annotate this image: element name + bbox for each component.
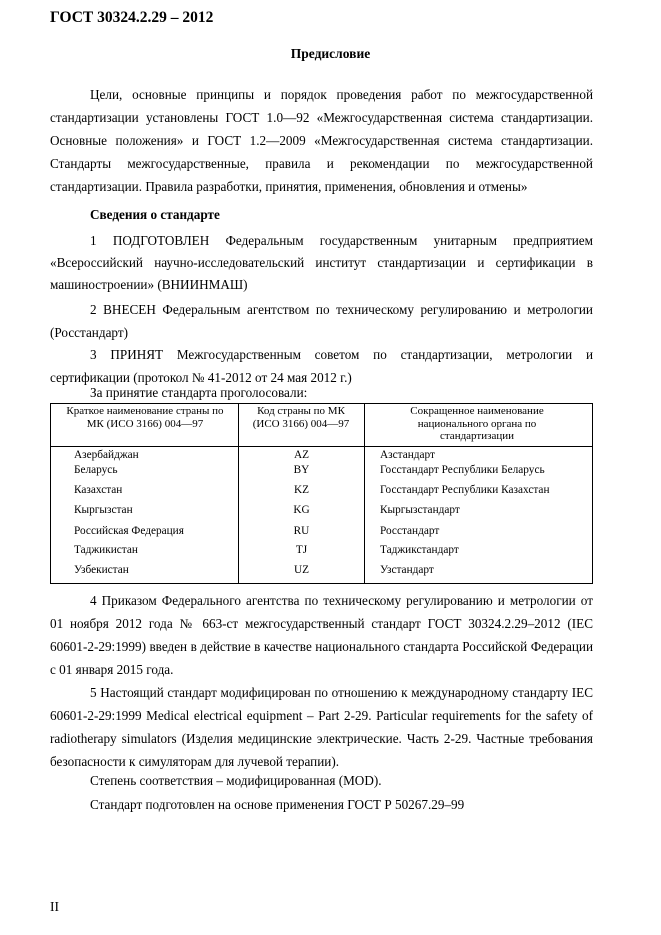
table-cell-body: Таджикстандарт [380,544,459,556]
item-5-paragraph: 5 Настоящий стандарт модифицирован по отношению к международному стандарту IEC 60601-2-29:1999 Medical electrical equipment – Part 2-29. Particular requirements for the safety of radiotherapy simulators (Изделия медицинские электрические. Часть 2-29. Частные требования безопасности к симуляторам для лучевой терапии). [50,685,593,769]
section-heading: Сведения о стандарте [90,207,220,222]
voting-countries-table [50,403,593,584]
table-cell-country: Таджикистан [74,544,138,556]
page-number: II [50,899,59,914]
vote-label: За принятие стандарта проголосовали: [90,385,308,400]
table-cell-country: Казахстан [74,484,123,496]
table-cell-body: Азстандарт [380,449,435,461]
intro-paragraph: Цели, основные принципы и порядок проведения работ по межгосударственной стандартизации установлены ГОСТ 1.0—92 «Межгосударственная система стандартизации. Основные положения» и ГОСТ 1.2—2009 «Межгосударственная система стандартизации. Стандарты межгосударственные, правила и рекомендации по межгосударственной стандартизации. Правила разработки, принятия, применения, обновления и отмены» [50,87,593,194]
item-4-paragraph: 4 Приказом Федерального агентства по техническому регулированию и метрологии от 01 ноября 2012 года № 663-ст межгосударственный стандарт ГОСТ 30324.2.29–2012 (IEC 60601-2-29:1999) введен в действие в качестве национального стандарта Российской Федерации с 01 января 2015 года. [50,593,593,677]
table-header-body: Сокращенное наименование национального органа по стандартизации [410,405,544,442]
document-code: ГОСТ 30324.2.29 – 2012 [50,9,214,26]
table-cell-body: Узстандарт [380,564,434,576]
table-cell-body: Госстандарт Республики Казахстан [380,484,550,496]
table-cell-country: Беларусь [74,464,118,476]
table-cell-code: RU [293,525,310,537]
table-cell-code: UZ [293,564,310,576]
table-cell-code: BY [293,464,310,476]
table-cell-code: TJ [295,544,308,556]
table-header-divider [51,446,592,447]
item-2-paragraph: 2 ВНЕСЕН Федеральным агентством по техническому регулированию и метрологии (Росстандарт) [50,302,593,340]
table-cell-country: Азербайджан [74,449,139,461]
table-cell-code: AZ [293,449,310,461]
table-header-code: Код страны по МК (ИСО 3166) 004—97 [252,405,350,430]
table-column-divider [364,404,365,583]
page-title: Предисловие [290,46,371,61]
table-cell-country: Узбекистан [74,564,129,576]
basis-statement: Стандарт подготовлен на основе применения ГОСТ Р 50267.29–99 [90,797,465,812]
table-cell-code: KG [293,504,310,516]
table-cell-country: Российская Федерация [74,525,184,537]
table-cell-country: Кыргызстан [74,504,133,516]
table-cell-code: KZ [293,484,310,496]
conformity-statement: Степень соответствия – модифицированная (MOD). [90,773,382,788]
table-cell-body: Росстандарт [380,525,440,537]
item-1-paragraph: 1 ПОДГОТОВЛЕН Федеральным государственным унитарным предприятием «Всероссийский научно-исследовательский институт стандартизации и сертификации в машиностроении» (ВНИИНМАШ) [50,233,593,292]
item-3-paragraph: 3 ПРИНЯТ Межгосударственным советом по стандартизации, метрологии и сертификации (протокол № 41-2012 от 24 мая 2012 г.) [50,347,593,385]
table-cell-body: Госстандарт Республики Беларусь [380,464,545,476]
table-header-country: Краткое наименование страны по МК (ИСО 3166) 004—97 [66,405,224,430]
table-cell-body: Кыргызстандарт [380,504,460,516]
